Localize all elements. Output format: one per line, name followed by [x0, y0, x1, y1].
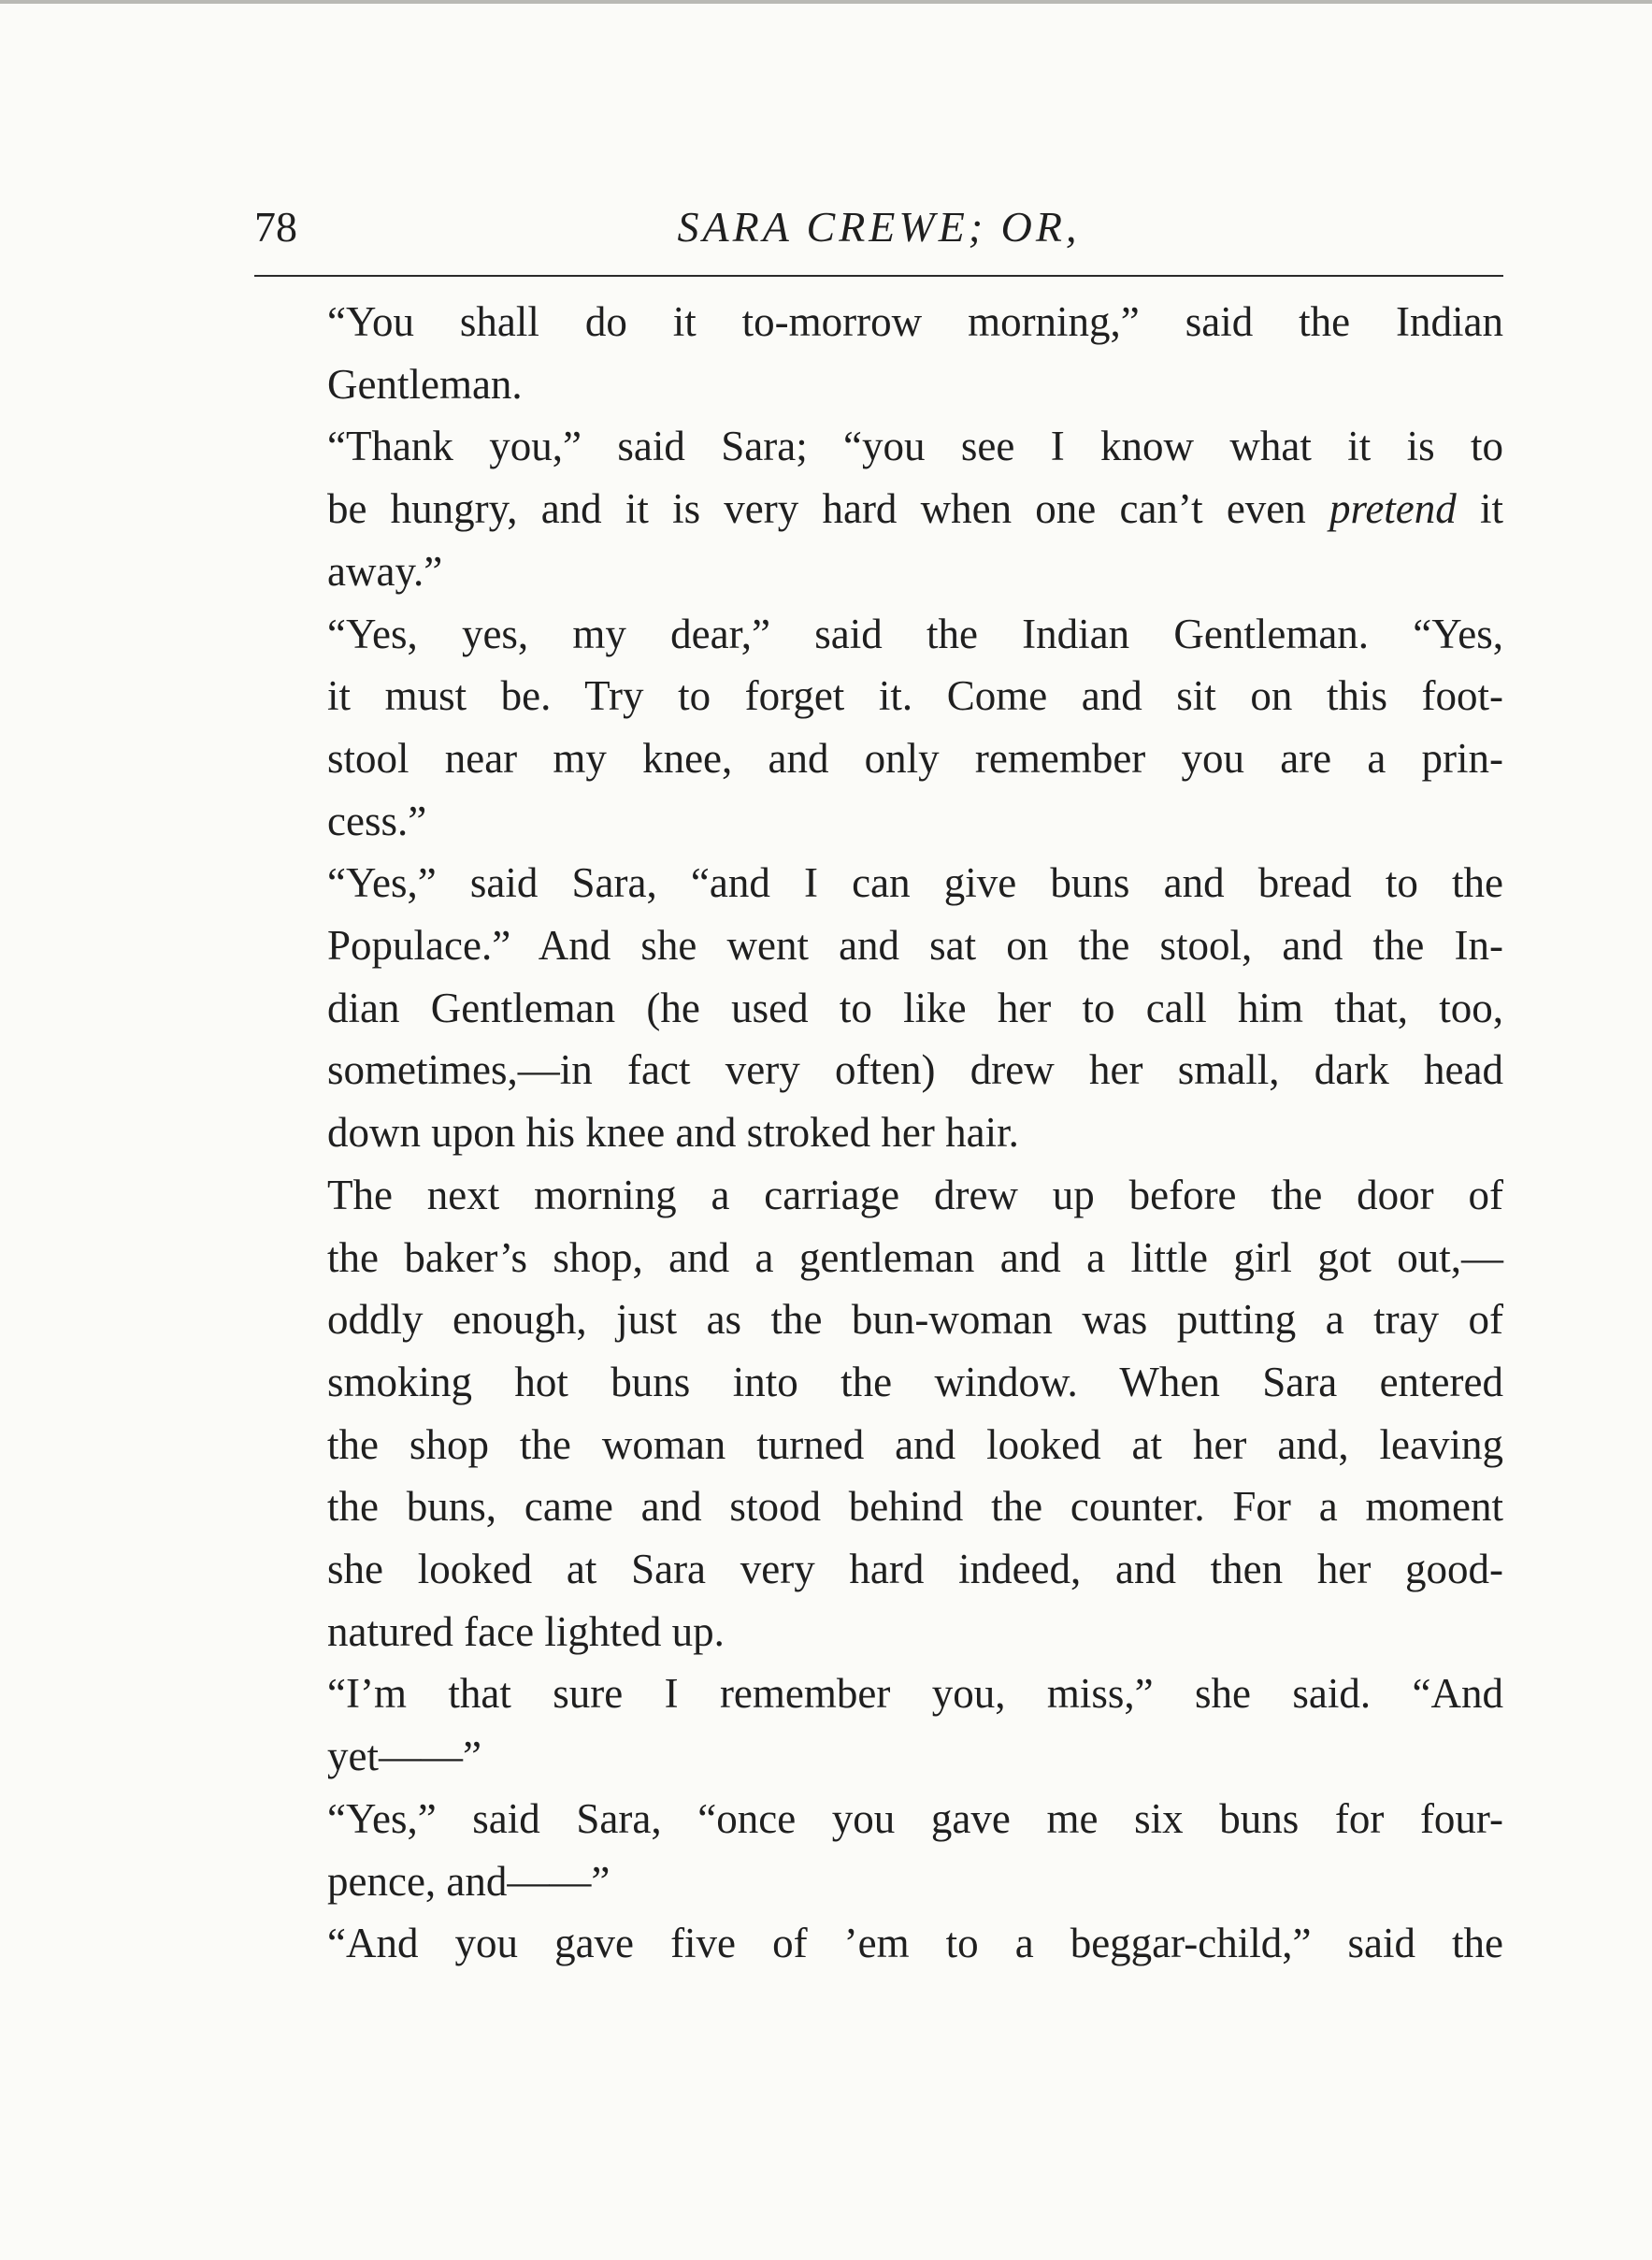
- text-line: smoking hot buns into the window. When Sara entered: [327, 1358, 1503, 1405]
- text-line: natured face lighted up.: [327, 1607, 725, 1655]
- paragraph-6: [254, 1663, 1503, 1787]
- text-line: it must be. Try to forget it. Come and sit on this foot-: [327, 672, 1503, 720]
- paragraph-8: [254, 1912, 1503, 1975]
- paragraph-5: [254, 1164, 1503, 1663]
- text-line: Gentleman.: [327, 360, 523, 408]
- paragraph-2: [254, 415, 1503, 602]
- paragraph-1: [254, 291, 1503, 415]
- text-line: The next morning a carriage drew up before the door of: [327, 1171, 1503, 1218]
- text-segment: be hungry, and it is very hard when one can’t even: [327, 485, 1306, 533]
- text-line: “You shall do it to-morrow morning,” said the Indian: [327, 298, 1503, 345]
- text-line: “And you gave five of ’em to a beggar-child,” said the: [327, 1920, 1503, 1967]
- book-page: [254, 192, 1503, 1975]
- text-line: [254, 478, 1503, 540]
- text-line: “Yes, yes, my dear,” said the Indian Gentleman. “Yes,: [327, 610, 1503, 657]
- text-line: down upon his knee and stroked her hair.: [327, 1109, 1019, 1157]
- text-line: Populace.” And she went and sat on the stool, and the In-: [327, 922, 1503, 970]
- emphasized-word: pretend: [1329, 485, 1457, 533]
- body-text: [254, 291, 1503, 1975]
- text-line: the baker’s shop, and a gentleman and a little girl got out,—: [327, 1233, 1503, 1281]
- text-segment: it: [1480, 485, 1504, 533]
- text-line: “Thank you,” said Sara; “you see I know what it is to: [327, 423, 1503, 470]
- text-line: pence, and——”: [327, 1857, 611, 1905]
- text-line: the buns, came and stood behind the counter. For a moment: [327, 1483, 1503, 1531]
- paragraph-7: [254, 1788, 1503, 1912]
- text-line: the shop the woman turned and looked at her and, leaving: [327, 1420, 1503, 1468]
- running-head: [254, 192, 1503, 263]
- text-line: “I’m that sure I remember you, miss,” she said. “And: [327, 1670, 1503, 1718]
- text-line: stool near my knee, and only remember you are a prin-: [327, 734, 1503, 782]
- text-line: “Yes,” said Sara, “once you gave me six buns for four-: [327, 1794, 1503, 1842]
- paragraph-4: [254, 852, 1503, 1164]
- text-line: “Yes,” said Sara, “and I can give buns and bread to the: [327, 859, 1503, 907]
- text-line: she looked at Sara very hard indeed, and then her good-: [327, 1546, 1503, 1593]
- text-line: away.”: [327, 547, 443, 595]
- header-rule: [254, 275, 1503, 277]
- running-head-title: SARA CREWE; OR,: [677, 203, 1081, 251]
- text-line: cess.”: [327, 797, 427, 844]
- text-line: dian Gentleman (he used to like her to call him that, too,: [327, 984, 1503, 1031]
- page-number: 78: [254, 203, 297, 251]
- text-line: sometimes,—in fact very often) drew her small, dark head: [327, 1046, 1503, 1094]
- scan-edge: [0, 0, 1652, 4]
- text-line: yet——”: [327, 1733, 481, 1780]
- text-line: oddly enough, just as the bun-woman was putting a tray of: [327, 1296, 1503, 1344]
- paragraph-3: [254, 603, 1503, 853]
